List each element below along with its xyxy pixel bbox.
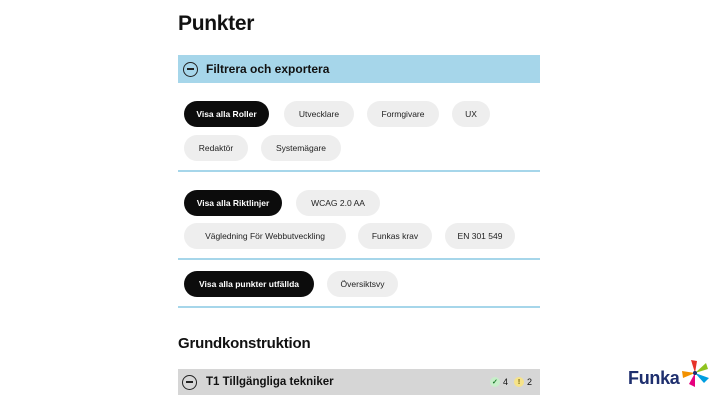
chip-guideline-vagledning[interactable]: Vägledning För Webbutveckling (184, 223, 346, 249)
chip-guideline-funka[interactable]: Funkas krav (358, 223, 432, 249)
page-title: Punkter (178, 12, 255, 35)
warning-badge (514, 377, 532, 387)
funka-logo (628, 358, 710, 389)
warning-icon: ! (514, 377, 524, 387)
divider (178, 170, 540, 172)
check-icon: ✓ (490, 377, 500, 387)
item-badges (490, 369, 532, 395)
chip-all-guidelines[interactable]: Visa alla Riktlinjer (184, 190, 282, 216)
filter-label: Filtrera och exportera (206, 62, 330, 76)
chip-expand-all[interactable]: Visa alla punkter utfällda (184, 271, 314, 297)
item-toggle[interactable] (178, 369, 540, 395)
warning-count: 2 (526, 377, 532, 387)
chip-role-owner[interactable]: Systemägare (261, 135, 341, 161)
collapse-icon (182, 375, 197, 390)
chip-guideline-en301549[interactable]: EN 301 549 (445, 223, 515, 249)
chip-overview[interactable]: Översiktsvy (327, 271, 398, 297)
chip-role-developer[interactable]: Utvecklare (284, 101, 354, 127)
chip-all-roles[interactable]: Visa alla Roller (184, 101, 269, 127)
chip-role-editor[interactable]: Redaktör (184, 135, 248, 161)
star-icon (680, 358, 710, 388)
item-label: T1 Tillgängliga tekniker (206, 376, 334, 388)
logo-text: Funka (628, 368, 680, 388)
passed-count: 4 (502, 377, 508, 387)
divider (178, 258, 540, 260)
filter-toggle[interactable] (178, 55, 540, 83)
passed-badge (490, 377, 508, 387)
section-heading: Grundkonstruktion (178, 335, 311, 352)
chip-role-ux[interactable]: UX (452, 101, 490, 127)
collapse-icon (183, 62, 198, 77)
chip-role-designer[interactable]: Formgivare (367, 101, 439, 127)
chip-guideline-wcag[interactable]: WCAG 2.0 AA (296, 190, 380, 216)
divider (178, 306, 540, 308)
